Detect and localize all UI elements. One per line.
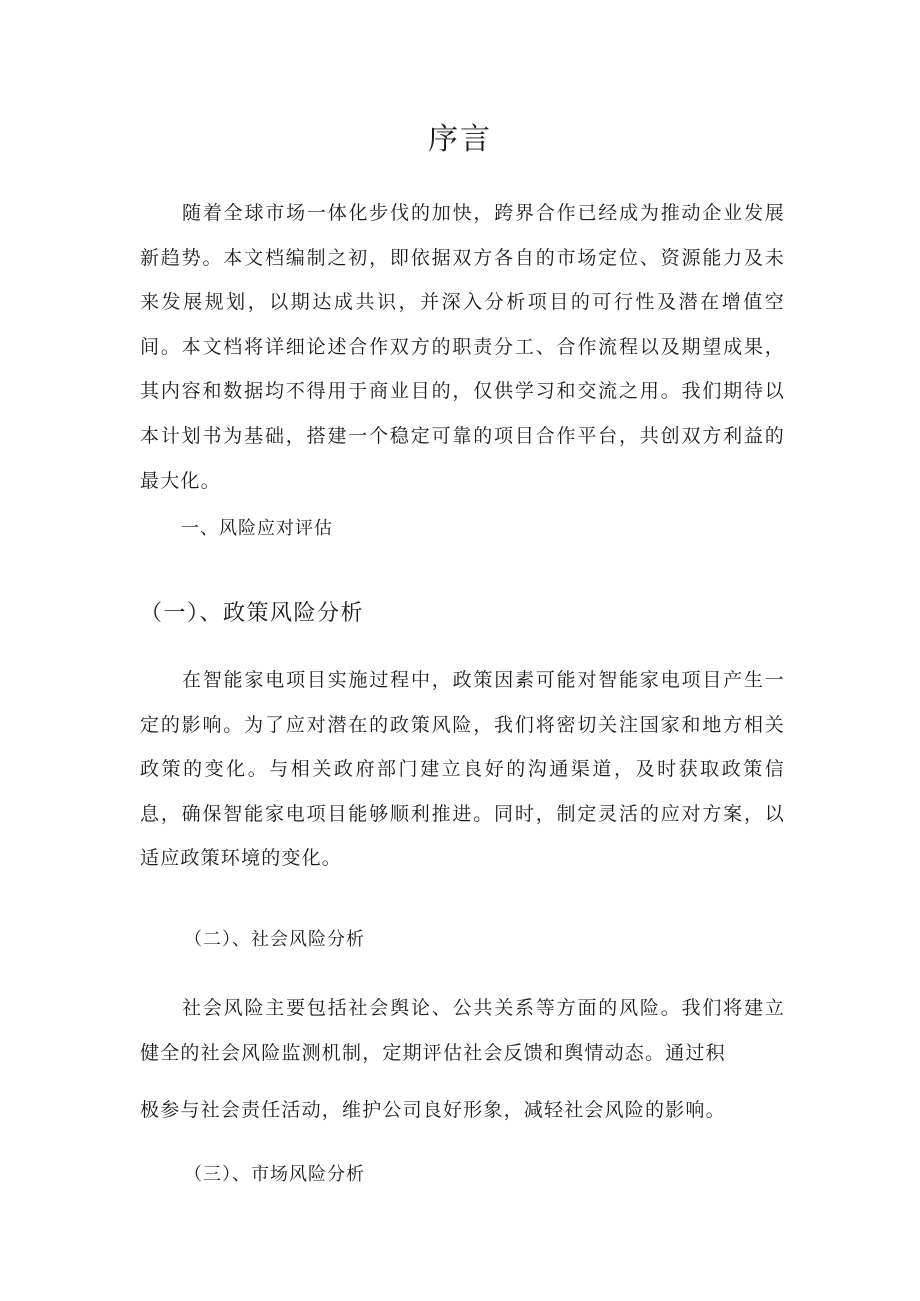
social-risk-paragraph-part2: 极参与社会责任活动，维护公司良好形象，减轻社会风险的影响。 bbox=[140, 1099, 726, 1121]
policy-risk-paragraph: 在智能家电项目实施过程中，政策因素可能对智能家电项目产生一定的影响。为了应对潜在的政策风险，我们将密切关注国家和地方相关政策的变化。与相关政府部门建立良好的沟通渠道，及时获取政策信息，确保智能家电项目能够顺利推进。同时，制定灵活的应对方案，以适应政策环境的变化。 bbox=[140, 669, 785, 870]
social-risk-paragraph-part1: 社会风险主要包括社会舆论、公共关系等方面的风险。我们将建立健全的社会风险监测机制，定期评估社会反馈和舆情动态。通过积 bbox=[140, 997, 785, 1064]
subsection-heading-social: （二）、社会风险分析 bbox=[184, 929, 365, 950]
subsection-heading-policy: （一）、政策风险分析 bbox=[140, 601, 365, 626]
intro-paragraph: 随着全球市场一体化步伐的加快，跨界合作已经成为推动企业发展新趋势。本文档编制之初，即依据双方各自的市场定位、资源能力及未来发展规划，以期达成共识，并深入分析项目的可行性及潜在增值空间。本文档将详细论述合作双方的职责分工、合作流程以及期望成果，其内容和数据均不得用于商业目的，仅供学习和交流之用。我们期待以本计划书为基础，搭建一个稳定可靠的项目合作平台，共创双方利益的最大化。 bbox=[140, 202, 785, 492]
section-heading: 一、风险应对评估 bbox=[181, 518, 333, 539]
subsection-heading-market: （三）、市场风险分析 bbox=[184, 1164, 365, 1185]
document-title: 序言 bbox=[428, 122, 492, 157]
